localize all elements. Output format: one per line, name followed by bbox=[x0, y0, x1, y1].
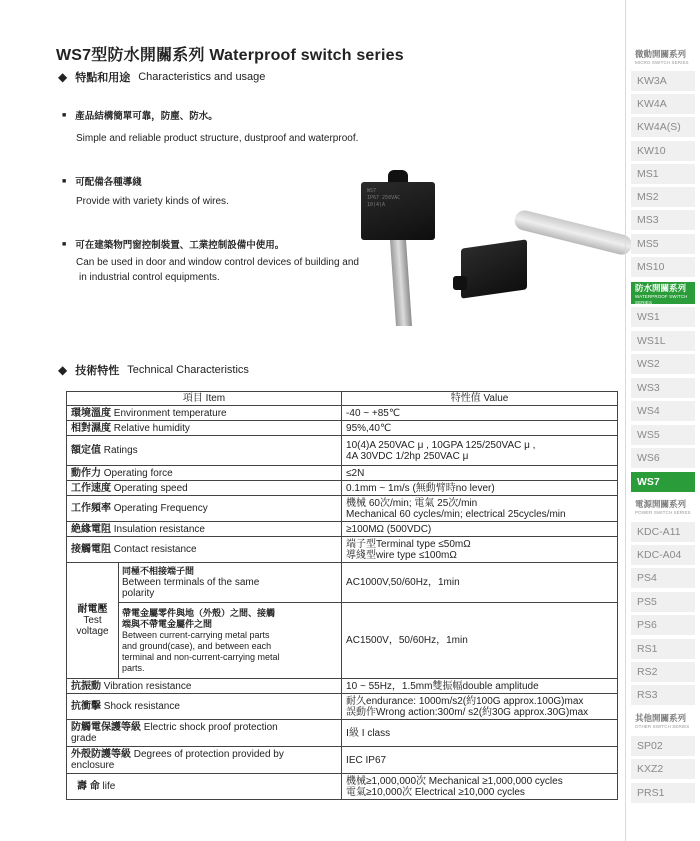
row-label-zh: 壽 命 bbox=[77, 781, 100, 792]
sidebar-group-subtitle: WATERPROOF SWITCH SERIES bbox=[635, 294, 688, 305]
voltage-label-zh: 耐電壓 bbox=[77, 604, 108, 615]
feature-3-zh bbox=[62, 237, 284, 251]
table-row bbox=[67, 747, 618, 774]
row-label-zh: 工作頻率 bbox=[71, 503, 111, 514]
spec-table bbox=[66, 391, 618, 800]
row-value-line2: 導綫型wire type ≤100mΩ bbox=[346, 549, 457, 561]
characteristics-heading-zh: 特點和用途 bbox=[75, 72, 131, 84]
row-label-en: Vibration resistance bbox=[101, 680, 192, 692]
feature-3-en-line2: in industrial control equipments. bbox=[79, 272, 220, 283]
voltage-case1-en1: Between terminals of the same bbox=[122, 577, 260, 588]
row-label-en: Insulation resistance bbox=[111, 523, 205, 535]
table-row bbox=[67, 436, 618, 466]
sidebar-item-ms1[interactable]: MS1 bbox=[631, 164, 695, 185]
row-value: 95%,40℃ bbox=[342, 421, 618, 436]
row-label-en: life bbox=[99, 781, 116, 792]
sidebar-item-ws6[interactable]: WS6 bbox=[631, 448, 695, 469]
sidebar-group-title: 防水開關系列 bbox=[635, 283, 687, 293]
sidebar-item-ws1[interactable]: WS1 bbox=[631, 307, 695, 328]
feature-2-en: Provide with variety kinds of wires. bbox=[76, 196, 229, 207]
feature-1-zh-text: 產品結構簡單可靠，防塵、防水。 bbox=[75, 111, 218, 122]
sidebar-item-ps5[interactable]: PS5 bbox=[631, 592, 695, 613]
row-label-en: Environment temperature bbox=[111, 407, 227, 419]
row-label-zh: 動作力 bbox=[71, 467, 101, 479]
row-label-zh: 環境溫度 bbox=[71, 407, 111, 419]
product-photo bbox=[355, 168, 645, 348]
sidebar-item-kxz2[interactable]: KXZ2 bbox=[631, 759, 695, 780]
row-value bbox=[342, 496, 618, 522]
feature-1-en: Simple and reliable product structure, dustproof and waterproof. bbox=[76, 133, 359, 144]
feature-1-zh bbox=[62, 108, 218, 122]
voltage-case2-en2: and ground(case), and between each bbox=[122, 640, 272, 651]
sidebar-item-prs1[interactable]: PRS1 bbox=[631, 783, 695, 804]
sidebar-item-ps4[interactable]: PS4 bbox=[631, 568, 695, 589]
row-value: 0.1mm ~ 1m/s (無動臂時no lever) bbox=[342, 481, 618, 496]
row-label-zh: 防觸電保護等級 bbox=[71, 722, 141, 733]
row-value: 10 ~ 55Hz，1.5mm雙振幅double amplitude bbox=[342, 679, 618, 694]
voltage-case2 bbox=[119, 603, 342, 679]
row-value: ≥100MΩ (500VDC) bbox=[342, 522, 618, 537]
sidebar-item-kdc-a11[interactable]: KDC-A11 bbox=[631, 522, 695, 543]
row-value-line2: 誤動作Wrong action:300m/ s2(約30G approx.30G)max bbox=[346, 706, 589, 718]
voltage-case2-zh2: 端與不帶電金屬件之間 bbox=[122, 618, 213, 629]
table-row bbox=[67, 481, 618, 496]
page-title: WS7型防水開關系列 Waterproof switch series bbox=[56, 47, 404, 64]
voltage-case2-en3: terminal and non-current-carrying metal bbox=[122, 651, 280, 662]
technical-heading-en: Technical Characteristics bbox=[127, 364, 249, 376]
voltage-case1 bbox=[119, 563, 342, 603]
square-bullet-icon: ■ bbox=[62, 177, 67, 185]
row-value-line2: Mechanical 60 cycles/min; electrical 25cycles/min bbox=[346, 508, 566, 520]
diamond-bullet-icon: ◆ bbox=[58, 70, 68, 84]
voltage-case1-zh: 同極不相接端子間 bbox=[122, 566, 195, 576]
switch-marking-line1: IP67 250VAC bbox=[367, 195, 401, 201]
sidebar-group-micro[interactable] bbox=[631, 48, 695, 70]
table-row bbox=[67, 496, 618, 522]
row-label-zh: 額定值 bbox=[71, 445, 101, 456]
square-bullet-icon: ■ bbox=[62, 240, 67, 248]
sidebar-group-other[interactable] bbox=[631, 712, 695, 734]
row-value: IEC IP67 bbox=[342, 747, 618, 774]
sidebar-group-title: 電源開關系列 bbox=[635, 499, 687, 509]
sidebar-item-ws4[interactable]: WS4 bbox=[631, 401, 695, 422]
switch-marking-line2: 10(4)A bbox=[367, 202, 386, 208]
row-label-en: Contact resistance bbox=[111, 544, 197, 555]
row-value-line1: 耐久endurance: 1000m/s2(約100G approx.100G)max bbox=[346, 695, 584, 707]
header-value: 特性值 Value bbox=[342, 392, 618, 406]
sidebar-group-title: 微動開關系列 bbox=[635, 49, 687, 59]
sidebar-group-subtitle: OTHER SWITCH SERIES bbox=[635, 724, 690, 729]
sidebar-item-kw10[interactable]: KW10 bbox=[631, 141, 695, 162]
feature-3-zh-text: 可在建築物門窗控制裝置、工業控制設備中使用。 bbox=[75, 240, 285, 251]
table-row bbox=[67, 522, 618, 537]
row-label-en2: grade bbox=[71, 733, 97, 744]
feature-3-en-line1: Can be used in door and window control devices of building and bbox=[76, 257, 359, 268]
square-bullet-icon: ■ bbox=[62, 111, 67, 119]
table-row-voltage-1 bbox=[67, 563, 618, 603]
sidebar-item-ms5[interactable]: MS5 bbox=[631, 234, 695, 255]
voltage-label-en2: voltage bbox=[76, 626, 109, 637]
row-value bbox=[342, 774, 618, 800]
sidebar-group-title: 其他開關系列 bbox=[635, 713, 687, 723]
sidebar-item-ws5[interactable]: WS5 bbox=[631, 425, 695, 446]
sidebar-item-kw3a[interactable]: KW3A bbox=[631, 71, 695, 92]
sidebar-item-kw4a-s[interactable]: KW4A(S) bbox=[631, 117, 695, 138]
row-label-en: Operating Frequency bbox=[111, 503, 208, 514]
row-label-en: Degrees of protection provided by bbox=[131, 749, 284, 760]
table-row-voltage-2 bbox=[67, 603, 618, 679]
table-row bbox=[67, 694, 618, 720]
row-value bbox=[342, 694, 618, 720]
row-label-zh: 抗振動 bbox=[71, 680, 101, 692]
row-value-line1: 機械 60次/min; 電氣 25次/min bbox=[346, 497, 478, 509]
voltage-label-en1: Test bbox=[83, 615, 102, 626]
sidebar-item-ws7[interactable]: WS7 bbox=[631, 472, 695, 493]
header-item: 項目 Item bbox=[67, 392, 342, 406]
row-label-en: Shock resistance bbox=[101, 701, 180, 712]
sidebar-group-power[interactable] bbox=[631, 498, 695, 520]
sidebar-item-ws2[interactable]: WS2 bbox=[631, 354, 695, 375]
row-label-zh: 絶緣電阻 bbox=[71, 523, 111, 535]
row-value-line2: 4A 30VDC 1/2hp 250VAC μ bbox=[346, 450, 469, 462]
row-value-line1: 端子型Terminal type ≤50mΩ bbox=[346, 538, 471, 550]
sidebar-group-waterproof[interactable] bbox=[631, 282, 695, 304]
sidebar-item-ps6[interactable]: PS6 bbox=[631, 615, 695, 636]
row-value bbox=[342, 436, 618, 466]
row-label-en: Operating force bbox=[101, 467, 173, 479]
row-label-zh: 接觸電阻 bbox=[71, 544, 111, 555]
table-row bbox=[67, 406, 618, 421]
switch-marking bbox=[367, 188, 429, 209]
technical-heading bbox=[58, 362, 249, 378]
sidebar bbox=[625, 44, 700, 841]
voltage-label bbox=[67, 563, 119, 679]
row-value-line1: 機械≥1,000,000次 Mechanical ≥1,000,000 cycles bbox=[346, 775, 563, 787]
wire-lead bbox=[390, 240, 412, 326]
table-row bbox=[67, 720, 618, 747]
row-label-en: Electric shock proof protection bbox=[141, 722, 278, 733]
sidebar-item-rs2[interactable]: RS2 bbox=[631, 662, 695, 683]
sidebar-item-sp02[interactable]: SP02 bbox=[631, 736, 695, 757]
table-row bbox=[67, 466, 618, 481]
row-label-zh: 外殻防護等級 bbox=[71, 749, 131, 760]
sidebar-item-ms3[interactable]: MS3 bbox=[631, 210, 695, 231]
side-actuator bbox=[453, 276, 467, 290]
feature-3-en bbox=[76, 255, 359, 285]
voltage-case2-value: AC1500V，50/60Hz，1min bbox=[342, 603, 618, 679]
row-value-line1: 10(4)A 250VAC μ , 10GPA 125/250VAC μ , bbox=[346, 439, 536, 451]
voltage-case2-en4: parts. bbox=[122, 662, 145, 673]
sidebar-item-ms10[interactable]: MS10 bbox=[631, 257, 695, 278]
voltage-case2-en1: Between current-carrying metal parts bbox=[122, 629, 270, 640]
row-value: Ⅰ級 I class bbox=[342, 720, 618, 747]
cable bbox=[513, 208, 634, 256]
row-label-en: Relative humidity bbox=[111, 422, 190, 434]
voltage-case1-value: AC1000V,50/60Hz，1min bbox=[342, 563, 618, 603]
diamond-bullet-icon: ◆ bbox=[58, 363, 68, 377]
voltage-case2-zh1: 帶電金屬零件與地（外殼）之間、接觸 bbox=[122, 607, 276, 618]
row-label-zh: 相對濕度 bbox=[71, 422, 111, 434]
table-row bbox=[67, 421, 618, 436]
table-row bbox=[67, 537, 618, 563]
sidebar-item-rs3[interactable]: RS3 bbox=[631, 685, 695, 706]
row-value: ≤2N bbox=[342, 466, 618, 481]
sidebar-group-subtitle: MICRO SWITCH SERIES bbox=[635, 60, 689, 65]
row-value bbox=[342, 537, 618, 563]
technical-heading-zh: 技術特性 bbox=[75, 365, 120, 377]
row-label-en: Operating speed bbox=[111, 482, 188, 494]
characteristics-heading bbox=[58, 69, 265, 85]
switch-front-body bbox=[361, 182, 435, 240]
voltage-case1-en2: polarity bbox=[122, 588, 155, 599]
row-label-zh: 工作速度 bbox=[71, 482, 111, 494]
table-row bbox=[67, 679, 618, 694]
sidebar-item-kw4a[interactable]: KW4A bbox=[631, 94, 695, 115]
sidebar-item-kdc-a04[interactable]: KDC-A04 bbox=[631, 545, 695, 566]
characteristics-heading-en: Characteristics and usage bbox=[138, 71, 266, 83]
feature-2-zh bbox=[62, 174, 142, 188]
sidebar-group-subtitle: POWER SWITCH SERIES bbox=[635, 510, 691, 515]
table-header-row bbox=[67, 392, 618, 406]
row-value-line2: 電氣≥10,000次 Electrical ≥10,000 cycles bbox=[346, 786, 525, 798]
table-row bbox=[67, 774, 618, 800]
switch-marking-label: WS7 bbox=[367, 188, 377, 194]
sidebar-item-rs1[interactable]: RS1 bbox=[631, 639, 695, 660]
feature-2-zh-text: 可配備各種導綫 bbox=[75, 177, 142, 188]
row-value: -40 ~ +85℃ bbox=[342, 406, 618, 421]
switch-side-body bbox=[461, 239, 527, 298]
sidebar-item-ws3[interactable]: WS3 bbox=[631, 378, 695, 399]
sidebar-item-ws1l[interactable]: WS1L bbox=[631, 331, 695, 352]
sidebar-item-ms2[interactable]: MS2 bbox=[631, 187, 695, 208]
row-label-zh: 抗衝擊 bbox=[71, 701, 101, 712]
row-label-en2: enclosure bbox=[71, 760, 115, 771]
row-label-en: Ratings bbox=[101, 445, 138, 456]
